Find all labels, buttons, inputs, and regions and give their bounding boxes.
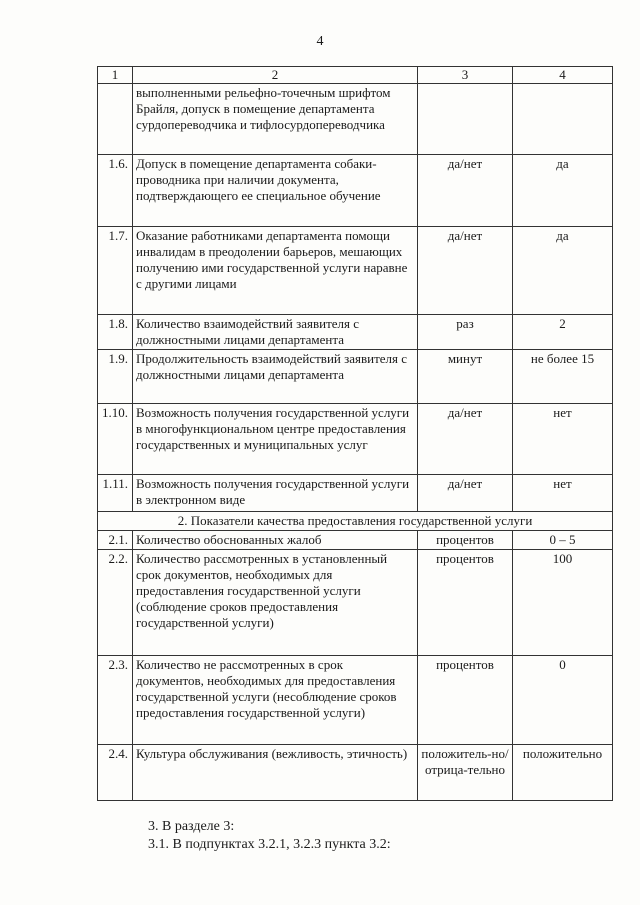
table-row	[98, 84, 613, 155]
row-value: 0 – 5	[513, 531, 613, 550]
row-text: Возможность получения государственной услуги в электронном виде	[133, 475, 418, 512]
row-text: Оказание работниками департамента помощи инвалидам в преодолении барьеров, мешающих получению ими государственной услуги наравне с другими лицами	[133, 227, 418, 315]
row-text: выполненными рельефно-точечным шрифтом Брайля, допуск в помещение департамента сурдопереводчика и тифлосурдопереводчика	[133, 84, 418, 155]
row-unit: да/нет	[418, 404, 513, 475]
row-value: да	[513, 227, 613, 315]
subsection-3-1-text: 3.1. В подпунктах 3.2.1, 3.2.3 пункта 3.2:	[148, 837, 391, 852]
row-unit: положитель-но/отрица-тельно	[418, 745, 513, 801]
row-value: не более 15	[513, 350, 613, 404]
section-row	[98, 512, 613, 531]
table-row	[98, 404, 613, 475]
row-unit: процентов	[418, 656, 513, 745]
table-row	[98, 227, 613, 315]
row-unit: да/нет	[418, 227, 513, 315]
row-value: положительно	[513, 745, 613, 801]
row-value: нет	[513, 475, 613, 512]
header-cell: 4	[513, 67, 613, 84]
header-cell: 1	[98, 67, 133, 84]
row-number: 1.6.	[98, 155, 133, 227]
row-number: 2.4.	[98, 745, 133, 801]
row-text: Продолжительность взаимодействий заявителя с должностными лицами департамента	[133, 350, 418, 404]
row-unit: процентов	[418, 531, 513, 550]
row-value: да	[513, 155, 613, 227]
row-text: Возможность получения государственной услуги в многофункциональном центре предоставления государственных и муниципальных услуг	[133, 404, 418, 475]
row-text: Количество обоснованных жалоб	[133, 531, 418, 550]
row-unit: минут	[418, 350, 513, 404]
table-row	[98, 656, 613, 745]
section-title: 2. Показатели качества предоставления государственной услуги	[98, 512, 613, 531]
indicators-table	[97, 66, 613, 801]
row-value: 100	[513, 550, 613, 656]
table-header-row	[98, 67, 613, 84]
row-text: Количество взаимодействий заявителя с должностными лицами департамента	[133, 315, 418, 350]
row-value: 0	[513, 656, 613, 745]
page-number: 4	[316, 34, 324, 49]
row-number: 2.1.	[98, 531, 133, 550]
row-number: 1.11.	[98, 475, 133, 512]
row-value: 2	[513, 315, 613, 350]
row-unit: да/нет	[418, 475, 513, 512]
row-number: 1.10.	[98, 404, 133, 475]
header-cell: 3	[418, 67, 513, 84]
row-number: 2.2.	[98, 550, 133, 656]
section-3-heading: 3. В разделе 3:	[148, 819, 235, 834]
row-text: Допуск в помещение департамента собаки-проводника при наличии документа, подтверждающего ее специальное обучение	[133, 155, 418, 227]
table-row	[98, 550, 613, 656]
row-value	[513, 84, 613, 155]
row-value: нет	[513, 404, 613, 475]
table-row	[98, 475, 613, 512]
row-unit: раз	[418, 315, 513, 350]
row-unit: процентов	[418, 550, 513, 656]
row-text: Количество не рассмотренных в срок документов, необходимых для предоставления государственной услуги (несоблюдение сроков предоставления государственной услуги)	[133, 656, 418, 745]
row-text: Культура обслуживания (вежливость, этичность)	[133, 745, 418, 801]
row-unit	[418, 84, 513, 155]
table-row	[98, 315, 613, 350]
row-number: 1.7.	[98, 227, 133, 315]
row-number	[98, 84, 133, 155]
table-row	[98, 155, 613, 227]
table-row	[98, 350, 613, 404]
header-cell: 2	[133, 67, 418, 84]
table-row	[98, 745, 613, 801]
row-number: 1.8.	[98, 315, 133, 350]
row-number: 1.9.	[98, 350, 133, 404]
row-number: 2.3.	[98, 656, 133, 745]
row-text: Количество рассмотренных в установленный срок документов, необходимых для предоставления государственной услуги (соблюдение сроков предоставления государственной услуги)	[133, 550, 418, 656]
row-unit: да/нет	[418, 155, 513, 227]
table-row	[98, 531, 613, 550]
